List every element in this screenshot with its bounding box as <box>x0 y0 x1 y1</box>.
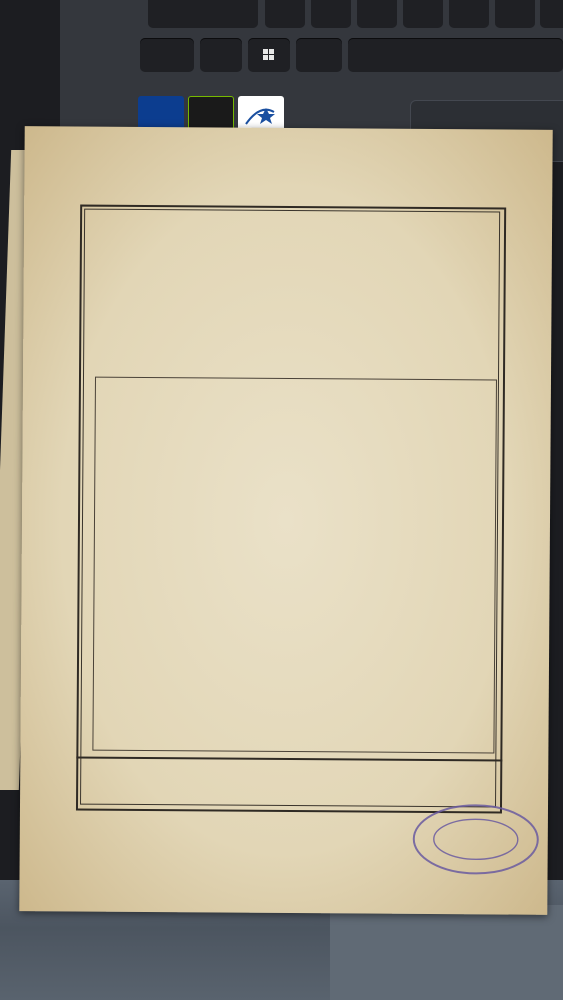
key-blank <box>148 0 258 28</box>
key-b <box>449 0 489 28</box>
key-z <box>265 0 305 28</box>
pamphlet-cover <box>19 126 552 915</box>
key-fn <box>200 38 242 72</box>
bookseller-stamp <box>410 797 543 876</box>
jeans-knee <box>330 905 563 1000</box>
attention-notice <box>86 163 486 166</box>
key-c <box>357 0 397 28</box>
body-text-box <box>92 377 497 754</box>
key-alt <box>296 38 342 72</box>
key-spacebar <box>348 38 563 72</box>
key-m <box>540 0 563 28</box>
key-ctrl <box>140 38 194 72</box>
key-n <box>495 0 535 28</box>
key-v <box>403 0 443 28</box>
laptop-keyboard <box>60 0 563 140</box>
windows-key-icon <box>248 38 290 72</box>
key-x <box>311 0 351 28</box>
